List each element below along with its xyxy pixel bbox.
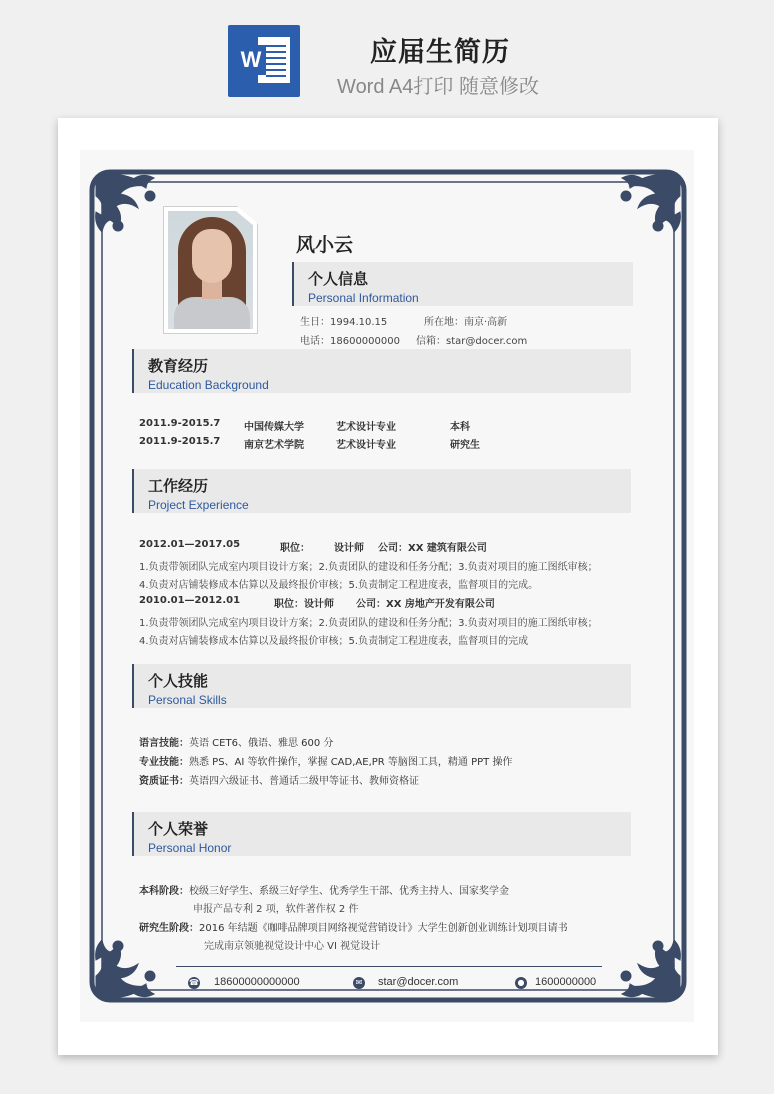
skill-label: 专业技能： <box>139 757 189 768</box>
footer-divider <box>176 966 602 967</box>
phone-icon: ☎ <box>189 978 199 987</box>
job-duty-line: 4.负责对店铺装修成本估算以及最终报价审核；5.负责制定工程进度表，监督项目的完成。 <box>139 580 539 591</box>
edu-degree: 研究生 <box>450 440 480 451</box>
section-skills <box>132 664 631 708</box>
section-education <box>132 349 631 393</box>
page-title: 应届生简历 <box>370 37 510 68</box>
qq-icon: ● <box>515 977 527 989</box>
job-position: 职位：设计师 <box>274 599 334 610</box>
section-subtitle: Personal Honor <box>148 841 232 855</box>
word-badge: W <box>236 45 266 75</box>
section-subtitle: Education Background <box>148 378 269 392</box>
phone: 电话：18600000000 <box>300 336 400 347</box>
section-work <box>132 469 631 513</box>
section-title: 个人信息 <box>308 270 369 288</box>
job-company: 公司：XX 建筑有限公司 <box>378 543 487 554</box>
skill-value: 英语 CET6、俄语、雅思 600 分 <box>189 738 334 749</box>
section-title: 教育经历 <box>148 357 209 375</box>
edu-major: 艺术设计专业 <box>336 440 396 451</box>
candidate-name: 风小云 <box>296 234 354 256</box>
job-company: 公司：XX 房地产开发有限公司 <box>356 599 495 610</box>
honor-text: 申报产品专利 2 项，软件著作权 2 件 <box>193 904 359 915</box>
edu-degree: 本科 <box>450 422 470 433</box>
job-duty-line: 4.负责对店铺装修成本估算以及最终报价审核；5.负责制定工程进度表，监督项目的完成 <box>139 636 529 647</box>
honor-grad <box>139 919 568 934</box>
footer-email: star@docer.com <box>378 976 459 988</box>
page-subtitle: Word A4打印 随意修改 <box>337 76 539 98</box>
skill-value: 熟悉 PS、AI 等软件操作，掌握 CAD,AE,PR 等脑图工具，精通 PPT 操作 <box>189 757 513 768</box>
location: 所在地：南京·高新 <box>424 317 508 328</box>
skill-label: 资质证书： <box>139 776 189 787</box>
section-title: 工作经历 <box>148 477 209 495</box>
job-duty-line: 1.负责带领团队完成室内项目设计方案；2.负责团队的建设和任务分配；3.负责对项目的施工图纸审核； <box>139 618 598 629</box>
edu-school: 南京艺术学院 <box>244 440 304 451</box>
skill-value: 英语四六级证书、普通话二级甲等证书、教师资格证 <box>189 776 419 787</box>
skill-item <box>139 772 419 787</box>
footer-phone: 18600000000000 <box>214 976 300 988</box>
skill-item <box>139 753 512 768</box>
section-subtitle: Project Experience <box>148 498 249 512</box>
section-title: 个人技能 <box>148 672 209 690</box>
honor-text: 校级三好学生、系级三好学生、优秀学生干部、优秀主持人、国家奖学金 <box>189 886 509 897</box>
honor-label: 研究生阶段： <box>139 923 199 934</box>
edu-school: 中国传媒大学 <box>244 422 304 433</box>
honor-text: 完成南京领驰视觉设计中心 VI 视觉设计 <box>204 941 381 952</box>
job-duty-line: 1.负责带领团队完成室内项目设计方案；2.负责团队的建设和任务分配；3.负责对项目的施工图纸审核； <box>139 562 598 573</box>
section-subtitle: Personal Skills <box>148 693 227 707</box>
job-period: 2012.01—2017.05 <box>139 539 241 550</box>
honor-undergrad <box>139 882 509 897</box>
section-subtitle: Personal Information <box>308 291 419 305</box>
section-honors <box>132 812 631 856</box>
profile-photo <box>163 206 258 334</box>
edu-period: 2011.9-2015.7 <box>139 418 221 429</box>
job-period: 2010.01—2012.01 <box>139 595 241 606</box>
edu-major: 艺术设计专业 <box>336 422 396 433</box>
job-position: 设计师 <box>334 543 364 554</box>
honor-text: 2016 年结题《咖啡品牌项目网络视觉营销设计》大学生创新创业训练计划项目请书 <box>199 923 568 934</box>
job-position-label: 职位： <box>280 543 310 554</box>
word-app-icon <box>228 25 300 97</box>
section-personal-info <box>292 262 633 306</box>
footer-qq: 1600000000 <box>535 976 597 988</box>
email: 信箱：star@docer.com <box>416 336 528 347</box>
section-title: 个人荣誉 <box>148 820 209 838</box>
edu-period: 2011.9-2015.7 <box>139 436 221 447</box>
honor-label: 本科阶段： <box>139 886 189 897</box>
skill-item <box>139 734 333 749</box>
skill-label: 语言技能： <box>139 738 189 749</box>
birth-date: 生日：1994.10.15 <box>300 317 388 328</box>
mail-icon: ✉ <box>353 977 365 989</box>
